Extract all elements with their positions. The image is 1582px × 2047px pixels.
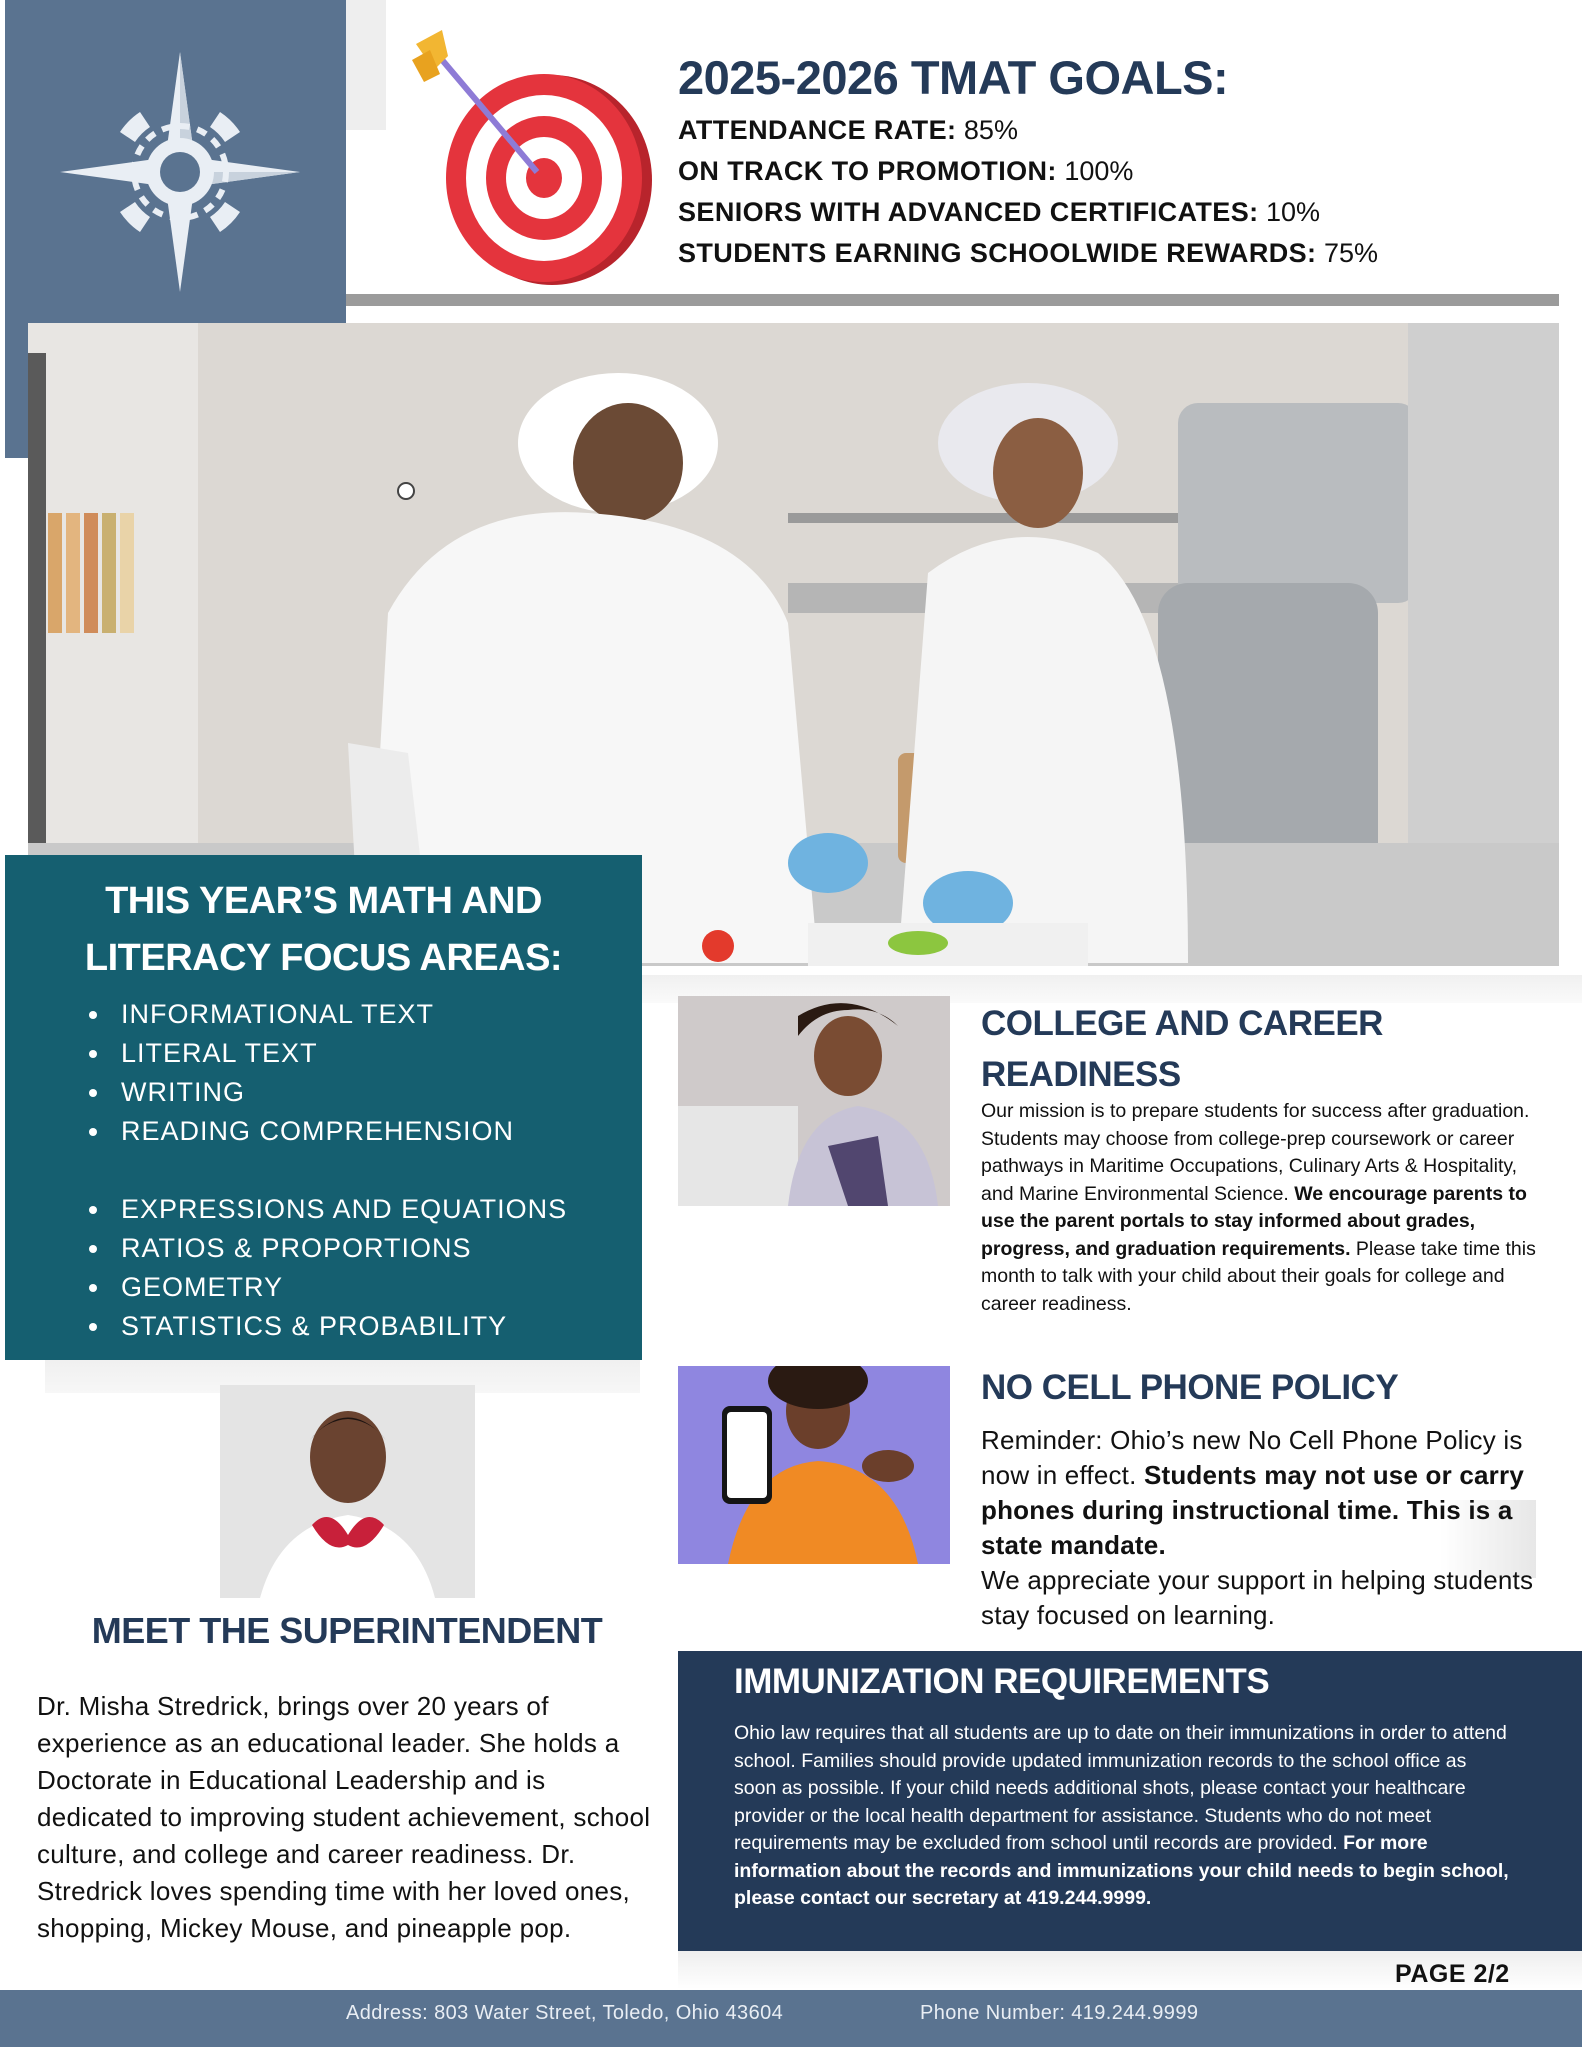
immunization-panel (678, 1651, 1582, 1951)
goal-promotion: ON TRACK TO PROMOTION: 100% (678, 156, 1134, 186)
list-item: LITERAL TEXT (75, 1034, 514, 1073)
footer-phone: Phone Number: 419.244.9999 (920, 2002, 1199, 2024)
focus-areas-title: THIS YEAR’S MATH AND LITERACY FOCUS AREAS: (84, 880, 563, 979)
phone-policy-title: NO CELL PHONE POLICY (981, 1368, 1399, 1407)
literacy-focus-list (75, 995, 514, 1151)
phone-policy-body: Reminder: Ohio’s new No Cell Phone Policy is now in effect. Students may not use or carry phones during instructional time. This is a state mandate. We appreciate your support in helping students stay focused on learning. (981, 1425, 1534, 1630)
goal-certificates: SENIORS WITH ADVANCED CERTIFICATES: 10% (678, 197, 1321, 227)
list-item: READING COMPREHENSION (75, 1112, 514, 1151)
footer-address: Address: 803 Water Street, Toledo, Ohio 43604 (346, 2002, 784, 2024)
list-item: RATIOS & PROPORTIONS (75, 1229, 567, 1268)
college-career-body: Our mission is to prepare students for success after graduation. Students may choose from college-prep coursework or career pathways in Maritime Occupations, Culinary Arts & Hospitality, and Marine Environmental Science. We encourage parents to use the parent portals to stay informed about grades, progress, and graduation requirements. Please take time this month to talk with your child about their goals for college and career readiness. (981, 1100, 1536, 1315)
college-career-title: COLLEGE AND CAREER READINESS (981, 1004, 1383, 1094)
goals-title: 2025-2026 TMAT GOALS: (678, 51, 1229, 104)
compass-icon (60, 52, 300, 292)
list-item: STATISTICS & PROBABILITY (75, 1307, 567, 1346)
immunization-body: Ohio law requires that all students are up to date on their immunizations in order to attend school. Families should provide updated immunization records to the school office as soon as possible. If your child needs additional shots, please contact your healthcare provider or the local health department for assistance. Students who do not meet requirements may be excluded from school until records are provided. For more information about the records and immunizations your child needs to begin school, please contact our secretary at 419.244.9999. (734, 1722, 1509, 1909)
math-focus-list (75, 1190, 567, 1346)
list-item: GEOMETRY (75, 1268, 567, 1307)
student-phone-photo (678, 1366, 950, 1564)
header-divider (346, 294, 1559, 306)
decorative-dot (397, 482, 415, 500)
list-item: EXPRESSIONS AND EQUATIONS (75, 1190, 567, 1229)
list-item: WRITING (75, 1073, 514, 1112)
list-item: INFORMATIONAL TEXT (75, 995, 514, 1034)
target-icon (412, 30, 658, 292)
goal-rewards: STUDENTS EARNING SCHOOLWIDE REWARDS: 75% (678, 238, 1378, 268)
superintendent-photo (220, 1385, 475, 1598)
immunization-title: IMMUNIZATION REQUIREMENTS (734, 1662, 1270, 1701)
superintendent-title: MEET THE SUPERINTENDENT (91, 1610, 603, 1651)
footer (0, 1990, 1582, 2047)
page-number: PAGE 2/2 (1395, 1960, 1510, 1988)
decorative-strip (346, 0, 386, 130)
goal-attendance: ATTENDANCE RATE: 85% (678, 115, 1018, 145)
superintendent-bio: Dr. Misha Stredrick, brings over 20 years of experience as an educational leader. She holds a Doctorate in Educational Leadership and is dedicated to improving student achievement, school culture, and college and career readiness. Dr. Stredrick loves spending time with her loved ones, shopping, Mickey Mouse, and pineapple pop. (37, 1691, 651, 1943)
student-cooking-photo (678, 996, 950, 1206)
